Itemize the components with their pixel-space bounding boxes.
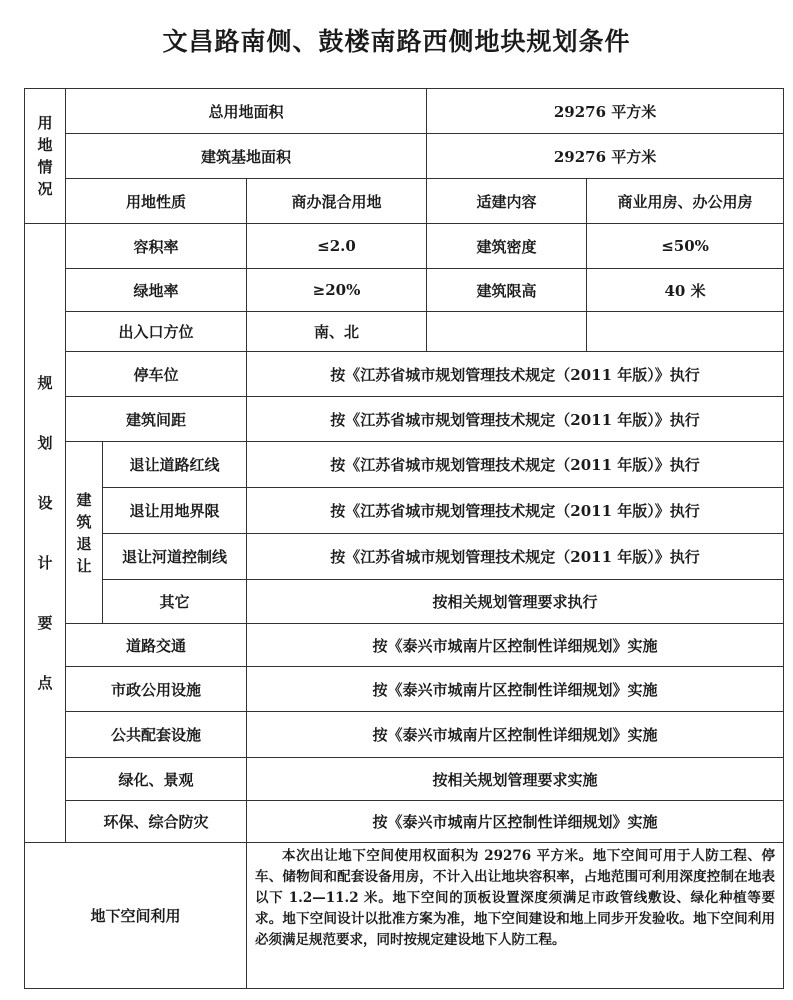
- suitable-content-value: 商业用房、办公用房: [587, 179, 784, 224]
- green-ratio-label: 绿地率: [66, 269, 247, 312]
- table-row: [25, 534, 784, 580]
- table-row: [25, 442, 784, 488]
- municipal-value: 按《泰兴市城南片区控制性详细规划》实施: [247, 667, 784, 712]
- boundary-setback-label: 退让用地界限: [103, 488, 247, 534]
- parking-label: 停车位: [66, 352, 247, 397]
- road-setback-value: 按《江苏省城市规划管理技术规定（2011 年版）》执行: [247, 442, 784, 488]
- total-area-value: 29276 平方米: [427, 89, 784, 134]
- land-nature-label: 用地性质: [66, 179, 247, 224]
- public-facilities-label: 公共配套设施: [66, 712, 247, 758]
- table-row: [25, 312, 784, 352]
- table-row: [25, 134, 784, 179]
- entrance-value: 南、北: [247, 312, 427, 352]
- land-nature-value: 商办混合用地: [247, 179, 427, 224]
- height-limit-value: 40 米: [587, 269, 784, 312]
- table-row: [25, 488, 784, 534]
- table-row: [25, 179, 784, 224]
- river-setback-value: 按《江苏省城市规划管理技术规定（2011 年版）》执行: [247, 534, 784, 580]
- empty-cell: [427, 312, 587, 352]
- underground-label: 地下空间利用: [25, 843, 247, 989]
- table-row: [25, 580, 784, 624]
- environment-value: 按《泰兴市城南片区控制性详细规划》实施: [247, 801, 784, 843]
- height-limit-label: 建筑限高: [427, 269, 587, 312]
- base-area-value: 29276 平方米: [427, 134, 784, 179]
- empty-cell: [587, 312, 784, 352]
- parking-value: 按《江苏省城市规划管理技术规定（2011 年版）》执行: [247, 352, 784, 397]
- entrance-label: 出入口方位: [66, 312, 247, 352]
- page-title: 文昌路南侧、鼓楼南路西侧地块规划条件: [162, 27, 631, 56]
- planning-conditions-table: [24, 88, 784, 989]
- landscape-value: 按相关规划管理要求实施: [247, 758, 784, 801]
- other-value: 按相关规划管理要求执行: [247, 580, 784, 624]
- table-row: [25, 712, 784, 758]
- traffic-value: 按《泰兴市城南片区控制性详细规划》实施: [247, 624, 784, 667]
- total-area-label: 总用地面积: [66, 89, 427, 134]
- density-value: ≤50%: [587, 224, 784, 269]
- municipal-label: 市政公用设施: [66, 667, 247, 712]
- other-label: 其它: [103, 580, 247, 624]
- underground-text: 本次出让地下空间使用权面积为 29276 平方米。地下空间可用于人防工程、停车、储物间和配套设备用房，不计入出让地块容积率，占地范围可利用深度控制在地表以下 1.2—11.2 米。地下空间的顶板设置深度须满足市政管线敷设、绿化种植等要求。地下空间设计以批准方案为准，地下空间建设和地上同步开发验收。地下空间利用必须满足规范要求，同时按规定建设地下人防工程。: [247, 843, 784, 989]
- table-row: [25, 89, 784, 134]
- spacing-label: 建筑间距: [66, 397, 247, 442]
- far-label: 容积率: [66, 224, 247, 269]
- table-row: [25, 397, 784, 442]
- land-section-label: 用 地 情 况: [25, 89, 66, 224]
- density-label: 建筑密度: [427, 224, 587, 269]
- landscape-label: 绿化、景观: [66, 758, 247, 801]
- traffic-label: 道路交通: [66, 624, 247, 667]
- spacing-value: 按《江苏省城市规划管理技术规定（2011 年版）》执行: [247, 397, 784, 442]
- table-row: [25, 352, 784, 397]
- environment-label: 环保、综合防灾: [66, 801, 247, 843]
- planning-section-label: 规 划 设 计 要 点: [25, 224, 66, 843]
- table-row: [25, 843, 784, 989]
- base-area-label: 建筑基地面积: [66, 134, 427, 179]
- table-row: [25, 224, 784, 269]
- suitable-content-label: 适建内容: [427, 179, 587, 224]
- river-setback-label: 退让河道控制线: [103, 534, 247, 580]
- boundary-setback-value: 按《江苏省城市规划管理技术规定（2011 年版）》执行: [247, 488, 784, 534]
- green-ratio-value: ≥20%: [247, 269, 427, 312]
- table-row: [25, 758, 784, 801]
- table-row: [25, 624, 784, 667]
- table-row: [25, 801, 784, 843]
- table-row: [25, 269, 784, 312]
- road-setback-label: 退让道路红线: [103, 442, 247, 488]
- table-row: [25, 667, 784, 712]
- public-facilities-value: 按《泰兴市城南片区控制性详细规划》实施: [247, 712, 784, 758]
- far-value: ≤2.0: [247, 224, 427, 269]
- setback-section-label: 建 筑 退 让: [66, 442, 103, 624]
